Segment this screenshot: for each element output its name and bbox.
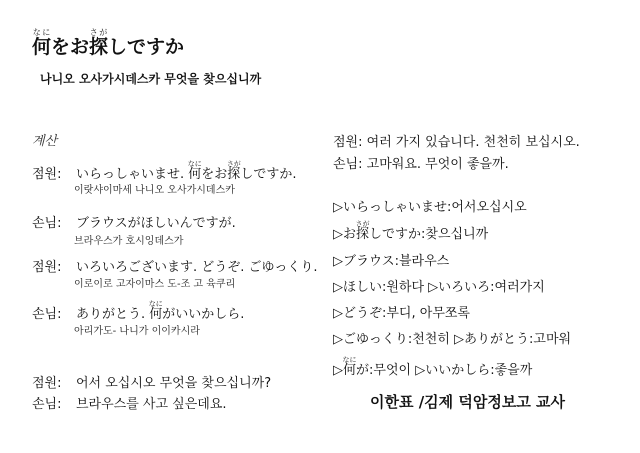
dialogue-line-1: 점원: いらっしゃいませ. 何なにをお探さがしですか. xyxy=(32,160,297,182)
speaker-label: 손님: xyxy=(32,307,62,322)
speaker-label: 점원: xyxy=(32,167,62,182)
title-ruby-1: 何なに xyxy=(32,28,52,58)
author-credit: 이한표 /김제 덕암정보고 교사 xyxy=(370,393,566,411)
dialogue-line-4: 손님: ありがとう. 何なにがいいかしら. xyxy=(32,300,245,322)
speaker-label: 점원: xyxy=(32,376,62,391)
speaker-label: 점원: xyxy=(333,135,363,150)
page-title: 何なにをお探さがしですか xyxy=(32,28,185,58)
vocab-item: ▷ほしい:원하다 ▷いろいろ:여러가지 xyxy=(333,280,545,295)
right-dialogue-line-2: 손님: 고마워요. 무엇이 좋을까. xyxy=(333,157,509,172)
right-dialogue-line-1: 점원: 여러 가지 있습니다. 천천히 보십시오. xyxy=(333,135,580,150)
speaker-label: 손님: xyxy=(333,157,363,172)
dialogue-line-2: 손님: ブラウスがほしいんですが. xyxy=(32,212,236,231)
translation-line-1: 점원: 어서 오십시오 무엇을 찾으십니까? xyxy=(32,372,271,391)
speaker-label: 손님: xyxy=(32,397,62,412)
title-ruby-2: 探さが xyxy=(89,28,109,58)
speaker-label: 손님: xyxy=(32,216,62,231)
page-subtitle: 나니오 오사가시데스카 무엇을 찾으십니까 xyxy=(40,72,262,86)
vocab-item: ▷どうぞ:부디, 아무쪼록 xyxy=(333,306,470,321)
translation-line-2: 손님: 브라우스를 사고 싶은데요. xyxy=(32,393,227,412)
vocab-item: ▷何なにが:무엇이 ▷いいかしら:좋을까 xyxy=(333,356,533,378)
dialogue-reading-4: 아리가도- 나니가 이이카시라 xyxy=(74,326,200,337)
vocab-item: ▷ブラウス:블라우스 xyxy=(333,254,450,269)
section-label: 계산 xyxy=(32,134,58,149)
dialogue-reading-1: 이랏샤이마세 나니오 오사가시데스카 xyxy=(74,185,235,196)
speaker-label: 점원: xyxy=(32,260,62,275)
vocab-item: ▷お探さがしですか:찾으십니까 xyxy=(333,220,489,242)
vocab-item: ▷いらっしゃいませ:어서오십시오 xyxy=(333,200,527,215)
dialogue-reading-3: 이로이로 고자이마스 도-조 고 육쿠리 xyxy=(74,279,236,290)
dialogue-reading-2: 브라우스가 호시잉데스가 xyxy=(74,236,184,247)
vocab-item: ▷ごゆっくり:천천히 ▷ありがとう:고마워 xyxy=(333,332,572,347)
dialogue-line-3: 점원: いろいろございます. どうぞ. ごゆっくり. xyxy=(32,256,318,275)
